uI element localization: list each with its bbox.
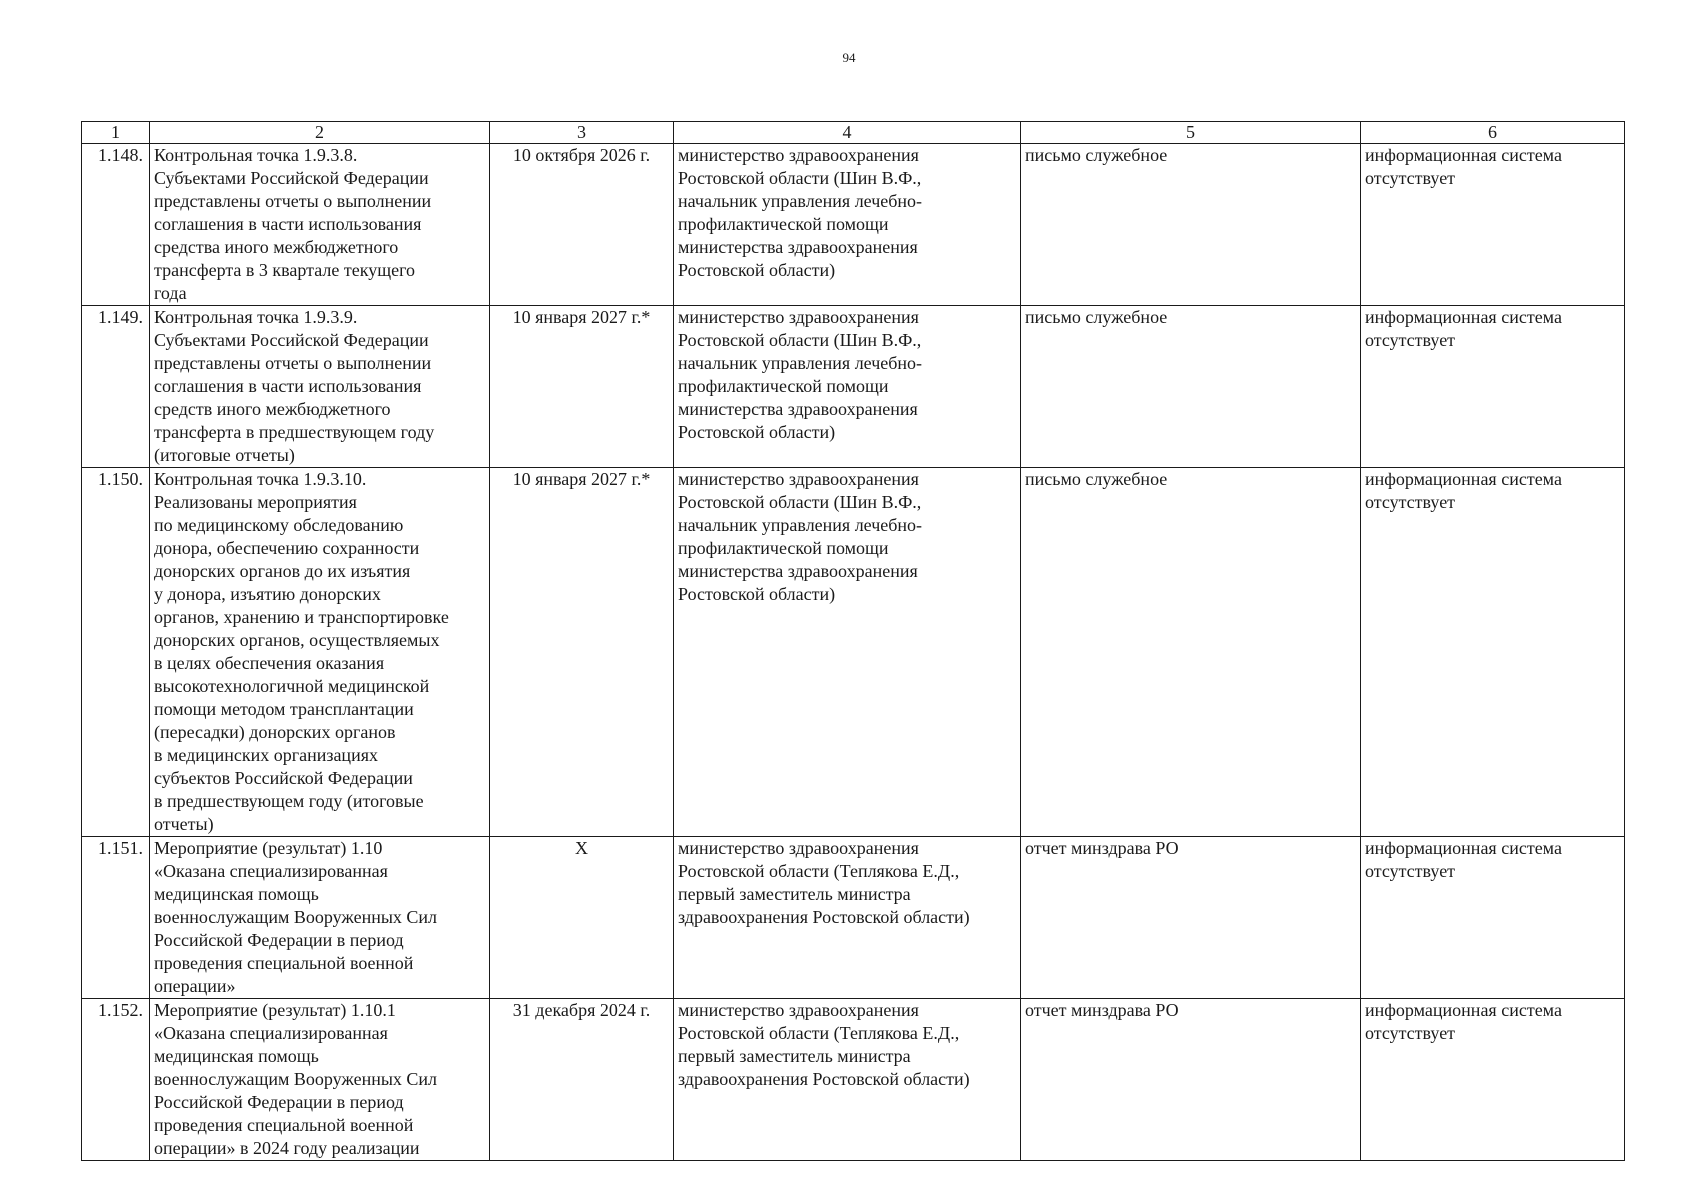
table-row xyxy=(82,306,1625,468)
column-header-3: 3 xyxy=(490,122,674,144)
row-document-type: письмо служебное xyxy=(1021,306,1361,468)
row-information-system: информационная система отсутствует xyxy=(1361,306,1625,468)
row-information-system: информационная система отсутствует xyxy=(1361,999,1625,1161)
row-number: 1.150. xyxy=(82,468,150,837)
column-header-5: 5 xyxy=(1021,122,1361,144)
row-responsible: министерство здравоохранения Ростовской области (Шин В.Ф., начальник управления лечебно- профилактической помощи министерства здравоохранения Ростовской области) xyxy=(674,468,1021,837)
row-responsible: министерство здравоохранения Ростовской области (Шин В.Ф., начальник управления лечебно- профилактической помощи министерства здравоохранения Ростовской области) xyxy=(674,144,1021,306)
row-deadline: 10 января 2027 г.* xyxy=(490,468,674,837)
page-number: 94 xyxy=(842,50,856,65)
row-description: Мероприятие (результат) 1.10 «Оказана специализированная медицинская помощь военнослужащим Вооруженных Сил Российской Федерации в период проведения специальной военной операции» xyxy=(150,837,490,999)
row-deadline: 10 января 2027 г.* xyxy=(490,306,674,468)
row-document-type: отчет минздрава РО xyxy=(1021,837,1361,999)
table-row xyxy=(82,999,1625,1161)
row-deadline: 10 октября 2026 г. xyxy=(490,144,674,306)
table-row xyxy=(82,144,1625,306)
column-header-4: 4 xyxy=(674,122,1021,144)
row-document-type: письмо служебное xyxy=(1021,144,1361,306)
table-header-row xyxy=(82,122,1625,144)
row-document-type: отчет минздрава РО xyxy=(1021,999,1361,1161)
control-points-table xyxy=(81,121,1625,1161)
row-number: 1.149. xyxy=(82,306,150,468)
column-header-2: 2 xyxy=(150,122,490,144)
row-information-system: информационная система отсутствует xyxy=(1361,468,1625,837)
column-header-6: 6 xyxy=(1361,122,1625,144)
table-row xyxy=(82,837,1625,999)
row-description: Контрольная точка 1.9.3.10. Реализованы мероприятия по медицинскому обследованию донора, обеспечению сохранности донорских органов до их изъятия у донора, изъятию донорских органов, хранению и транспортировке донорских органов, осуществляемых в целях обеспечения оказания высокотехнологичной медицинской помощи методом трансплантации (пересадки) донорских органов в медицинских организациях субъектов Российской Федерации в предшествующем году (итоговые отчеты) xyxy=(150,468,490,837)
row-description: Контрольная точка 1.9.3.8. Субъектами Российской Федерации представлены отчеты о выполнении соглашения в части использования средства иного межбюджетного трансферта в 3 квартале текущего года xyxy=(150,144,490,306)
row-information-system: информационная система отсутствует xyxy=(1361,144,1625,306)
table-row xyxy=(82,468,1625,837)
row-document-type: письмо служебное xyxy=(1021,468,1361,837)
row-responsible: министерство здравоохранения Ростовской области (Теплякова Е.Д., первый заместитель министра здравоохранения Ростовской области) xyxy=(674,837,1021,999)
row-deadline: 31 декабря 2024 г. xyxy=(490,999,674,1161)
row-information-system: информационная система отсутствует xyxy=(1361,837,1625,999)
row-number: 1.152. xyxy=(82,999,150,1161)
row-description: Контрольная точка 1.9.3.9. Субъектами Российской Федерации представлены отчеты о выполнении соглашения в части использования средств иного межбюджетного трансферта в предшествующем году (итоговые отчеты) xyxy=(150,306,490,468)
row-number: 1.148. xyxy=(82,144,150,306)
column-header-1: 1 xyxy=(82,122,150,144)
row-description: Мероприятие (результат) 1.10.1 «Оказана специализированная медицинская помощь военнослужащим Вооруженных Сил Российской Федерации в период проведения специальной военной операции» в 2024 году реализации xyxy=(150,999,490,1161)
row-deadline: X xyxy=(490,837,674,999)
row-responsible: министерство здравоохранения Ростовской области (Шин В.Ф., начальник управления лечебно- профилактической помощи министерства здравоохранения Ростовской области) xyxy=(674,306,1021,468)
row-responsible: министерство здравоохранения Ростовской области (Теплякова Е.Д., первый заместитель министра здравоохранения Ростовской области) xyxy=(674,999,1021,1161)
row-number: 1.151. xyxy=(82,837,150,999)
